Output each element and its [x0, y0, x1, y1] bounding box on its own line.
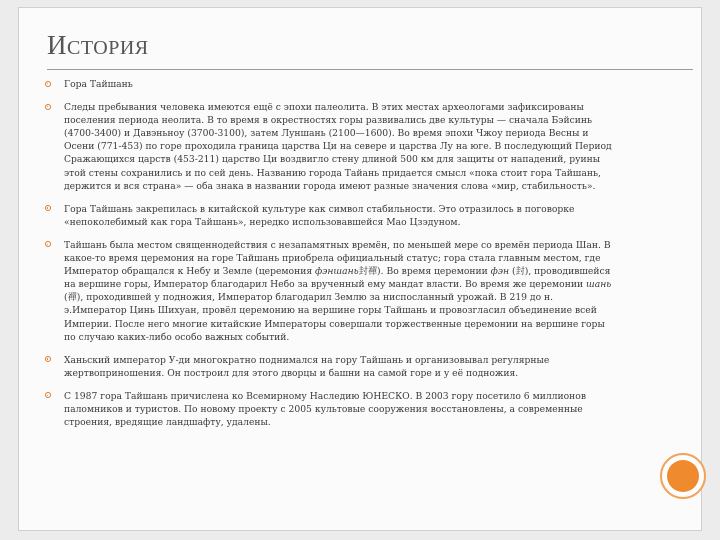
bullet-text-part: (禪), проходившей у подножия, Император благодарил Землю за ниспосланный урожай. В 219 до н. э.Император Цинь Шихуан, провёл церемонию на вершине горы Тайшань и провозгласил объединение всей Империи. После него многие китайские Императоры совершали торжественные церемонии на вершине горы по случаю каких-либо особо важных событий.: [64, 292, 605, 343]
bullet-item: [44, 203, 614, 229]
bullet-text: Следы пребывания человека имеются ещё с эпохи палеолита. В этих местах археологами зафиксированы поселения периода неолита. В то время в окрестностях горы развивались две культуры — сначала Бэйсинь (4700-3400) и Давэньноу (3700-3100), затем Луншань (2100—1600). Во время эпохи Чжоу периода Весны и Осени (771-453) по горе проходила граница царства Ци на севере и царства Лу на юге. В последующий Период Сражающихся царств (453-211) царство Ци воздвигло стену длиной 500 км для защиты от нападений, руины этой стены сохранились и по сей день. Названию города Тайань придается смысл «пока стоит гора Тайшань, держится и вся страна» — оба знака в названии города имеют разные значения слова «мир, стабильность».: [64, 102, 612, 192]
decorative-circle-fill: [667, 460, 699, 492]
slide: [18, 7, 702, 531]
title-initial: И: [47, 30, 67, 60]
bullet-text-part: (封), проводившейся на вершине горы, Император благодарил Небо за врученный ему мандат власти. Во время же церемонии: [64, 266, 611, 291]
bullet-text: С 1987 гора Тайшань причислена ко Всемирному Наследию ЮНЕСКО. В 2003 гору посетило 6 миллионов паломников и туристов. По новому проекту с 2005 культовые сооружения восстановлены, а современные строения, вредящие ландшафту, удалены.: [64, 390, 586, 429]
bullet-item: [44, 390, 614, 429]
bullet-list: [44, 78, 614, 439]
bullet-text-part: Тайшань была местом священнодействия с незапамятных времён, по меньшей мере со времён периода Шан. В какое-то время церемония на горе Тайшань приобрела официальный статус; гора стала главным местом, где Император обращался к Небу и Земле (церемония: [64, 239, 611, 278]
bullet-text-part: 封禪). Во время церемонии: [358, 266, 491, 278]
bullet-text: Ханьский император У-ди многократно поднимался на гору Тайшань и организовывал регулярные жертвоприношения. Он построил для этого дворцы и башни на самой горе и у её подножия.: [64, 354, 550, 379]
decorative-circle-icon: [660, 453, 706, 499]
bullet-emphasis: фэн: [490, 266, 510, 278]
bullet-item: [44, 78, 614, 91]
bullet-emphasis: шань: [586, 279, 612, 291]
title-rest: СТОРИЯ: [67, 37, 149, 59]
bullet-item: [44, 101, 614, 193]
bullet-item: [44, 354, 614, 380]
bullet-emphasis: фэншань: [315, 266, 359, 278]
bullet-icon: [45, 205, 51, 211]
bullet-icon: [45, 81, 51, 87]
bullet-icon: [45, 104, 51, 110]
bullet-icon: [45, 392, 51, 398]
title-divider: [47, 69, 693, 70]
bullet-icon: [45, 356, 51, 362]
slide-title: [47, 32, 149, 59]
bullet-item: [44, 239, 614, 344]
bullet-icon: [45, 241, 51, 247]
bullet-text: Гора Тайшань: [64, 79, 133, 90]
bullet-text: Гора Тайшань закрепилась в китайской культуре как символ стабильности. Это отразилось в поговорке «непоколебимый как гора Тайшань», нередко использовавшейся Мао Цзэдуном.: [64, 203, 575, 228]
